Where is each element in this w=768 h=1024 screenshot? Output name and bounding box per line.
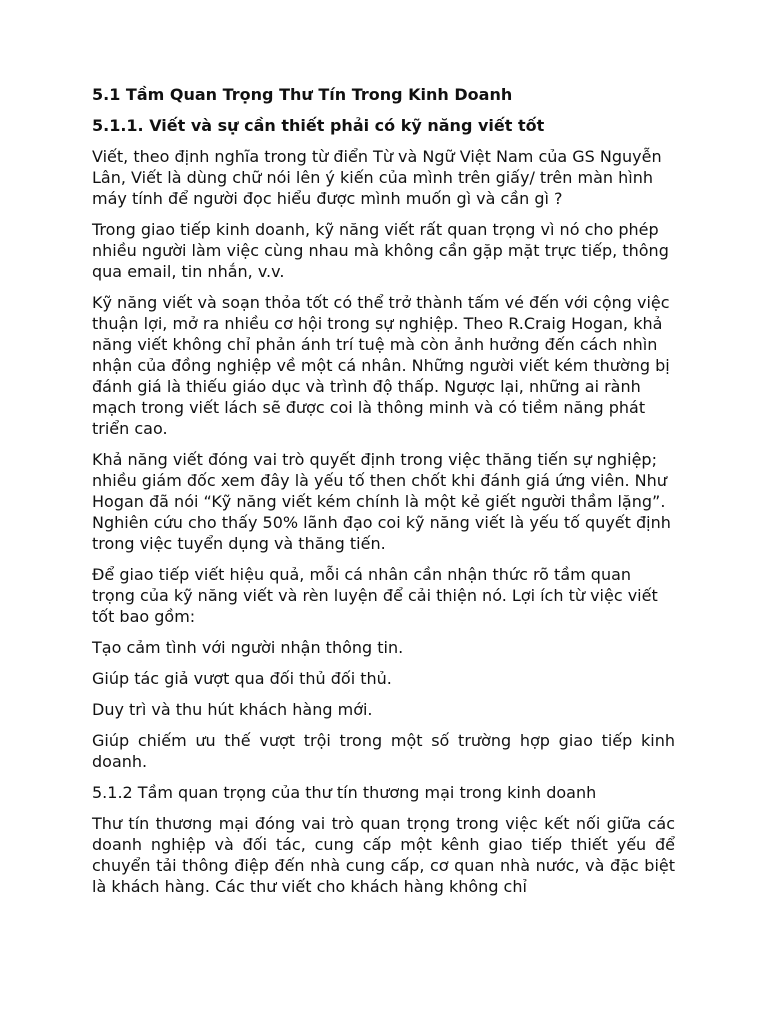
subsection-heading-commercial-letters: 5.1.2 Tầm quan trọng của thư tín thương mại trong kinh doanh <box>92 783 597 802</box>
section-heading: 5.1 Tầm Quan Trọng Thư Tín Trong Kinh Doanh <box>92 85 513 104</box>
paragraph-business-communication: Trong giao tiếp kinh doanh, kỹ năng viết rất quan trọng vì nó cho phép nhiều người làm việc cùng nhau mà không cần gặp mặt trực tiếp, thông qua email, tin nhắn, v.v. <box>92 220 669 281</box>
benefit-item: Giúp tác giả vượt qua đối thủ đối thủ. <box>92 669 392 688</box>
benefit-item: Tạo cảm tình với người nhận thông tin. <box>92 638 404 657</box>
document-page <box>92 84 675 907</box>
paragraph-career-opportunity: Kỹ năng viết và soạn thỏa tốt có thể trở thành tấm vé đến với cộng việc thuận lợi, mở ra nhiều cơ hội trong sự nghiệp. Theo R.Craig Hogan, khả năng viết không chỉ phản ánh trí tuệ mà còn ảnh hưởng đến cách nhìn nhận của đồng nghiệp về một cá nhân. Những người viết kém thường bị đánh giá là thiếu giáo dục và trình độ thấp. Ngược lại, những ai rành mạch trong viết lách sẽ được coi là thông minh và có tiềm năng phát triển cao. <box>92 293 670 438</box>
benefit-item: Duy trì và thu hút khách hàng mới. <box>92 700 373 719</box>
benefit-item: Giúp chiếm ưu thế vượt trội trong một số trường hợp giao tiếp kinh doanh. <box>92 731 675 771</box>
paragraph-commercial-letters: Thư tín thương mại đóng vai trò quan trọng trong việc kết nối giữa các doanh nghiệp và đối tác, cung cấp một kênh giao tiếp thiết yếu để chuyển tải thông điệp đến nhà cung cấp, cơ quan nhà nước, và đặc biệt là khách hàng. Các thư viết cho khách hàng không chỉ <box>92 814 675 896</box>
subsection-heading: 5.1.1. Viết và sự cần thiết phải có kỹ năng viết tốt <box>92 116 545 135</box>
paragraph-definition: Viết, theo định nghĩa trong từ điển Từ và Ngữ Việt Nam của GS Nguyễn Lân, Viết là dùng chữ nói lên ý kiến của mình trên giấy/ trên màn hình máy tính để người đọc hiểu được mình muốn gì và cần gì ? <box>92 147 662 208</box>
paragraph-career-advancement: Khả năng viết đóng vai trò quyết định trong việc thăng tiến sự nghiệp; nhiều giám đốc xem đây là yếu tố then chốt khi đánh giá ứng viên. Như Hogan đã nói “Kỹ năng viết kém chính là một kẻ giết người thầm lặng”. Nghiên cứu cho thấy 50% lãnh đạo coi kỹ năng viết là yếu tố quyết định trong việc tuyển dụng và thăng tiến. <box>92 450 671 553</box>
paragraph-effective-writing: Để giao tiếp viết hiệu quả, mỗi cá nhân cần nhận thức rõ tầm quan trọng của kỹ năng viết và rèn luyện để cải thiện nó. Lợi ích từ việc viết tốt bao gồm: <box>92 565 658 626</box>
